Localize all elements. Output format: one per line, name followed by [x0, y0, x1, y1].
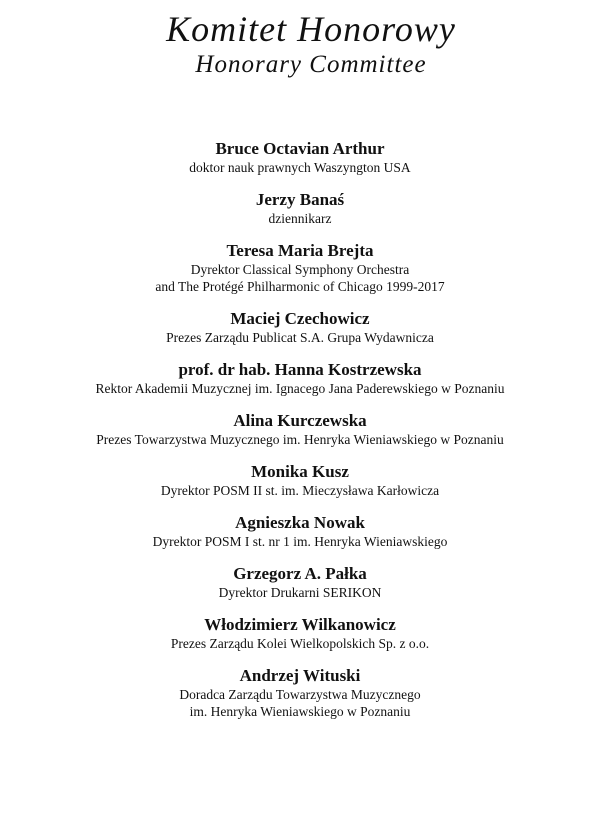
member-entry: [0, 359, 600, 397]
member-role: Dyrektor Drukarni SERIKON: [218, 585, 382, 600]
member-entry: [0, 138, 600, 176]
member-name: Włodzimierz Wilkanowicz: [204, 615, 396, 634]
member-name: Teresa Maria Brejta: [226, 241, 374, 260]
member-entry: [0, 563, 600, 601]
page-title: Komitet Honorowy: [166, 9, 456, 49]
member-name: Monika Kusz: [251, 462, 349, 481]
member-role: Prezes Zarządu Publicat S.A. Grupa Wydawnicza: [166, 330, 434, 345]
member-name: Bruce Octavian Arthur: [215, 139, 385, 158]
page-subtitle: Honorary Committee: [195, 51, 427, 78]
member-entry: [0, 461, 600, 499]
member-name: Jerzy Banaś: [255, 190, 345, 209]
member-entry: [0, 189, 600, 227]
member-entry: [0, 614, 600, 652]
member-role: Dyrektor POSM I st. nr 1 im. Henryka Wieniawskiego: [152, 534, 448, 549]
member-name: Maciej Czechowicz: [230, 309, 370, 328]
member-entry: [0, 665, 600, 720]
member-name: Agnieszka Nowak: [235, 513, 365, 532]
member-role: Rektor Akademii Muzycznej im. Ignacego Jana Paderewskiego w Poznaniu: [95, 381, 505, 396]
member-role: Dyrektor POSM II st. im. Mieczysława Karłowicza: [160, 483, 440, 498]
member-role: Doradca Zarządu Towarzystwa Muzycznego im. Henryka Wieniawskiego w Poznaniu: [179, 687, 421, 719]
member-role: Prezes Zarządu Kolei Wielkopolskich Sp. z o.o.: [170, 636, 430, 651]
member-entry: [0, 512, 600, 550]
member-entry: [0, 410, 600, 448]
page-header: [0, 10, 600, 78]
member-role: Prezes Towarzystwa Muzycznego im. Henryka Wieniawskiego w Poznaniu: [96, 432, 504, 447]
member-name: Alina Kurczewska: [233, 411, 367, 430]
member-role: Dyrektor Classical Symphony Orchestra and The Protégé Philharmonic of Chicago 1999-2017: [155, 262, 445, 294]
committee-member-list: [0, 138, 600, 733]
member-role: dziennikarz: [268, 211, 332, 226]
member-name: Grzegorz A. Pałka: [233, 564, 367, 583]
member-entry: [0, 308, 600, 346]
member-name: prof. dr hab. Hanna Kostrzewska: [178, 360, 422, 379]
member-entry: [0, 240, 600, 295]
member-role: doktor nauk prawnych Waszyngton USA: [189, 160, 411, 175]
member-name: Andrzej Wituski: [239, 666, 361, 685]
